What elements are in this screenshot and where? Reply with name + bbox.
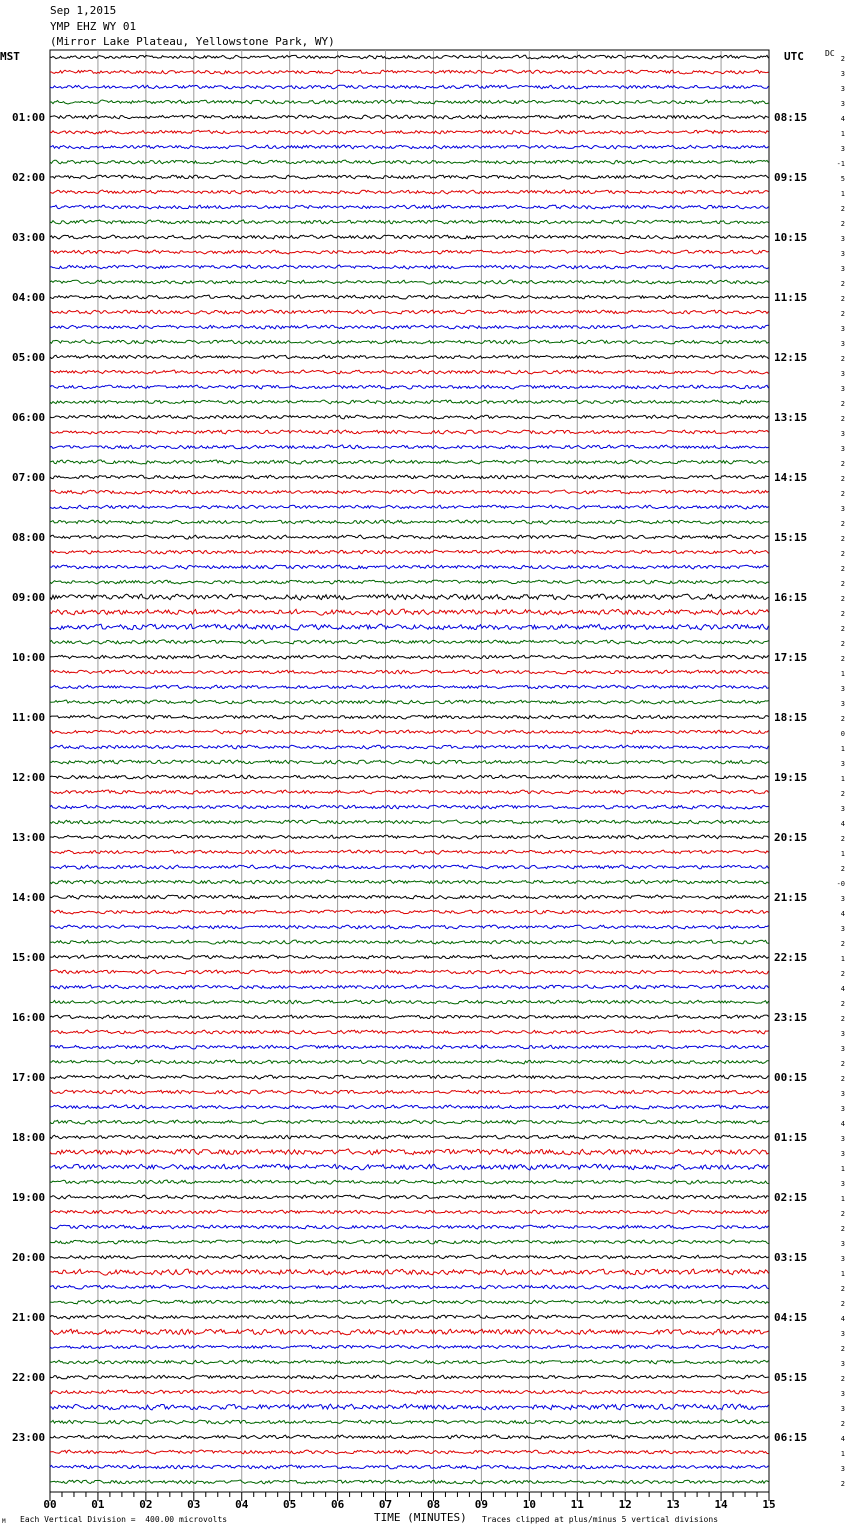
trace-row [50, 490, 769, 494]
dc-offset-value: 1 [840, 1195, 845, 1203]
x-tick-label: 03 [187, 1498, 201, 1511]
dc-offset-value: 2 [840, 970, 845, 978]
trace-row [50, 1360, 769, 1364]
dc-offset-value: 2 [840, 610, 845, 618]
dc-offset-value: 1 [840, 1450, 845, 1458]
x-tick-label: 04 [235, 1498, 249, 1511]
trace-row [50, 925, 769, 929]
trace-row [50, 445, 769, 449]
dc-offset-value: 4 [840, 820, 845, 828]
dc-offset-value: 3 [840, 235, 845, 243]
station-location: (Mirror Lake Plateau, Yellowstone Park, WY) [50, 35, 335, 48]
trace-row [50, 594, 769, 600]
dc-offset-value: 3 [840, 85, 845, 93]
dc-offset-value: 2 [840, 1375, 845, 1383]
dc-offset-value: 3 [840, 925, 845, 933]
dc-offset-value: 2 [840, 520, 845, 528]
x-tick-label: 05 [283, 1498, 297, 1511]
dc-offset-value: 2 [840, 1075, 845, 1083]
trace-row [50, 1120, 769, 1124]
right-hour-label: 16:15 [774, 591, 808, 604]
dc-offset-value: 3 [840, 1465, 845, 1473]
trace-row [50, 955, 769, 959]
trace-row [50, 910, 769, 914]
trace-row [50, 805, 769, 809]
x-tick-label: 08 [426, 1498, 441, 1511]
x-tick-label: 10 [522, 1498, 536, 1511]
dc-offset-value: 1 [840, 775, 845, 783]
dc-offset-value: 1 [840, 670, 845, 678]
dc-offset-value: 2 [840, 475, 845, 483]
trace-row [50, 760, 769, 764]
dc-offset-value: 0 [840, 730, 845, 738]
trace-row [50, 1240, 769, 1244]
trace-row [50, 415, 769, 419]
trace-row [50, 505, 769, 509]
trace-row [50, 250, 769, 254]
dc-offset-value: 2 [840, 1345, 845, 1353]
trace-row [50, 130, 769, 134]
trace-row [50, 235, 769, 239]
trace-row [50, 430, 769, 434]
trace-row [50, 1015, 769, 1019]
right-hour-label: 08:15 [774, 111, 808, 124]
trace-row [50, 1465, 769, 1469]
trace-row [50, 624, 769, 630]
trace-row [50, 730, 769, 734]
trace-row [50, 535, 769, 539]
dc-offset-value: 3 [840, 1405, 845, 1413]
trace-row [50, 880, 769, 884]
dc-offset-value: 3 [840, 895, 845, 903]
dc-offset-value: 2 [840, 1300, 845, 1308]
right-hour-label: 00:15 [774, 1071, 808, 1084]
left-hour-label: 07:00 [12, 471, 46, 484]
x-axis-label: TIME (MINUTES) [374, 1511, 467, 1524]
right-hour-label: 12:15 [774, 351, 808, 364]
dc-offset-value: 3 [840, 1330, 845, 1338]
dc-offset-value: 3 [840, 145, 845, 153]
left-hour-label: 06:00 [12, 411, 46, 424]
dc-offset-value: 3 [840, 100, 845, 108]
right-hour-label: 18:15 [774, 711, 808, 724]
trace-row [50, 670, 769, 674]
x-tick-label: 13 [666, 1498, 680, 1511]
trace-row [50, 1315, 769, 1319]
trace-row [50, 820, 769, 824]
dc-offset-value: 1 [840, 190, 845, 198]
trace-row [50, 985, 769, 989]
trace-row [50, 835, 769, 839]
left-hour-label: 01:00 [12, 111, 46, 124]
trace-row [50, 370, 769, 374]
dc-offset-value: 3 [840, 1135, 845, 1143]
dc-offset-value: 2 [840, 1225, 845, 1233]
dc-offset-value: 3 [840, 505, 845, 513]
trace-row [50, 1329, 769, 1335]
left-hour-label: 09:00 [12, 591, 46, 604]
vertical-division-note: Each Vertical Division = 400.00 microvolts [20, 1515, 228, 1524]
dc-offset-value: 2 [840, 55, 845, 63]
dc-offset-value: 3 [840, 1255, 845, 1263]
right-hour-label: 23:15 [774, 1011, 808, 1024]
dc-offset-value: 5 [840, 175, 845, 183]
dc-offset-value: 2 [840, 865, 845, 873]
right-hour-label: 11:15 [774, 291, 808, 304]
dc-offset-value: 3 [840, 760, 845, 768]
dc-offset-value: 2 [840, 460, 845, 468]
dc-offset-value: 2 [840, 400, 845, 408]
trace-row [50, 1164, 769, 1170]
dc-offset-value: 2 [840, 310, 845, 318]
trace-row [50, 460, 769, 464]
dc-offset-value: 2 [840, 205, 845, 213]
dc-offset-value: 3 [840, 70, 845, 78]
dc-offset-value: -1 [836, 160, 845, 168]
dc-offset-value: 3 [840, 340, 845, 348]
trace-row [50, 475, 769, 479]
dc-offset-value: 3 [840, 1180, 845, 1188]
left-hour-label: 16:00 [12, 1011, 46, 1024]
trace-row [50, 1390, 769, 1394]
dc-offset-value: 1 [840, 850, 845, 858]
left-hour-label: 20:00 [12, 1251, 46, 1264]
right-hour-label: 15:15 [774, 531, 808, 544]
left-hour-label: 15:00 [12, 951, 46, 964]
trace-row [50, 355, 769, 359]
trace-row [50, 895, 769, 899]
right-hour-label: 03:15 [774, 1251, 808, 1264]
right-hour-label: 17:15 [774, 651, 808, 664]
dc-offset-value: 1 [840, 130, 845, 138]
trace-row [50, 940, 769, 944]
dc-offset-value: 2 [840, 1000, 845, 1008]
left-hour-label: 05:00 [12, 351, 46, 364]
trace-row [50, 1480, 769, 1484]
right-hour-label: 05:15 [774, 1371, 808, 1384]
trace-row [50, 85, 769, 89]
dc-offset-value: 3 [840, 1105, 845, 1113]
trace-row [50, 865, 769, 869]
dc-offset-value: 2 [840, 550, 845, 558]
right-hour-label: 13:15 [774, 411, 808, 424]
clip-note: Traces clipped at plus/minus 5 vertical divisions [482, 1515, 719, 1524]
trace-row [50, 775, 769, 779]
right-hour-label: 21:15 [774, 891, 808, 904]
trace-row [50, 1375, 769, 1379]
trace-row [50, 1149, 769, 1155]
dc-offset-value: 2 [840, 940, 845, 948]
trace-row [50, 520, 769, 524]
dc-offset-value: 3 [840, 1360, 845, 1368]
trace-row [50, 1090, 769, 1094]
dc-offset-value: 2 [840, 355, 845, 363]
dc-offset-value: 4 [840, 1120, 845, 1128]
dc-offset-value: 3 [840, 1090, 845, 1098]
dc-offset-value: 3 [840, 1390, 845, 1398]
dc-offset-value: 3 [840, 370, 845, 378]
dc-offset-value: 2 [840, 295, 845, 303]
trace-row [50, 1269, 769, 1275]
trace-row [50, 265, 769, 269]
left-hour-label: 19:00 [12, 1191, 46, 1204]
trace-row [50, 550, 769, 554]
x-tick-label: 12 [618, 1498, 632, 1511]
left-hour-label: 03:00 [12, 231, 46, 244]
left-hour-label: 18:00 [12, 1131, 46, 1144]
dc-offset-value: 3 [840, 265, 845, 273]
trace-row [50, 400, 769, 404]
dc-offset-value: 2 [840, 1285, 845, 1293]
dc-offset-value: 3 [840, 445, 845, 453]
dc-offset-value: 2 [840, 625, 845, 633]
trace-row [50, 685, 769, 689]
dc-offset-value: -0 [836, 880, 845, 888]
x-tick-label: 02 [139, 1498, 153, 1511]
dc-offset-value: 3 [840, 1150, 845, 1158]
dc-offset-value: 3 [840, 805, 845, 813]
trace-row [50, 745, 769, 749]
trace-row [50, 385, 769, 389]
trace-row [50, 640, 769, 644]
trace-row [50, 1195, 769, 1199]
right-hour-label: 09:15 [774, 171, 808, 184]
left-timezone-label: MST [0, 50, 20, 63]
dc-offset-value: 2 [840, 790, 845, 798]
dc-offset-value: 2 [840, 1015, 845, 1023]
dc-offset-value: 2 [840, 280, 845, 288]
right-hour-label: 06:15 [774, 1431, 808, 1444]
left-hour-label: 17:00 [12, 1071, 46, 1084]
right-hour-label: 04:15 [774, 1311, 808, 1324]
right-hour-label: 22:15 [774, 951, 808, 964]
trace-row [50, 220, 769, 224]
dc-offset-value: 3 [840, 385, 845, 393]
trace-row [50, 1210, 769, 1214]
x-tick-label: 01 [91, 1498, 105, 1511]
dc-offset-value: 1 [840, 745, 845, 753]
dc-offset-value: 2 [840, 565, 845, 573]
trace-row [50, 790, 769, 794]
left-hour-label: 02:00 [12, 171, 46, 184]
trace-row [50, 1060, 769, 1064]
dc-offset-value: 2 [840, 535, 845, 543]
trace-row [50, 160, 769, 164]
dc-offset-value: 2 [840, 655, 845, 663]
x-tick-label: 07 [378, 1498, 393, 1511]
left-hour-label: 13:00 [12, 831, 46, 844]
left-hour-label: 08:00 [12, 531, 46, 544]
dc-offset-value: 3 [840, 700, 845, 708]
station-code: YMP EHZ WY 01 [50, 20, 137, 33]
trace-row [50, 1450, 769, 1454]
trace-row [50, 175, 769, 179]
right-hour-label: 10:15 [774, 231, 808, 244]
trace-row [50, 280, 769, 284]
trace-row [50, 1300, 769, 1304]
dc-offset-value: 3 [840, 325, 845, 333]
x-tick-label: 15 [762, 1498, 776, 1511]
trace-row [50, 970, 769, 974]
left-hour-label: 14:00 [12, 891, 46, 904]
dc-offset-value: 2 [840, 490, 845, 498]
trace-row [50, 190, 769, 194]
trace-row [50, 1255, 769, 1259]
right-hour-label: 01:15 [774, 1131, 808, 1144]
trace-row [50, 655, 769, 659]
dc-offset-value: 2 [840, 1210, 845, 1218]
trace-row [50, 295, 769, 299]
trace-row [50, 850, 769, 854]
left-hour-label: 10:00 [12, 651, 46, 664]
dc-offset-value: 4 [840, 910, 845, 918]
right-hour-label: 02:15 [774, 1191, 808, 1204]
dc-offset-value: 4 [840, 985, 845, 993]
dc-offset-value: 3 [840, 685, 845, 693]
trace-row [50, 700, 769, 704]
scale-mark: M [2, 1518, 6, 1525]
dc-offset-value: 3 [840, 250, 845, 258]
dc-offset-value: 2 [840, 220, 845, 228]
right-hour-label: 14:15 [774, 471, 808, 484]
dc-offset-value: 2 [840, 640, 845, 648]
trace-row [50, 115, 769, 119]
right-timezone-label: UTC [784, 50, 804, 63]
trace-row [50, 1000, 769, 1004]
trace-row [50, 1285, 769, 1289]
x-tick-label: 11 [570, 1498, 584, 1511]
trace-row [50, 580, 769, 584]
dc-offset-value: 3 [840, 430, 845, 438]
trace-row [50, 310, 769, 314]
left-hour-label: 04:00 [12, 291, 46, 304]
x-tick-label: 06 [330, 1498, 345, 1511]
left-hour-label: 22:00 [12, 1371, 46, 1384]
dc-offset-value: 1 [840, 1165, 845, 1173]
trace-row [50, 1030, 769, 1034]
x-tick-label: 00 [43, 1498, 57, 1511]
left-hour-label: 11:00 [12, 711, 46, 724]
trace-row [50, 609, 769, 615]
plot-date: Sep 1,2015 [50, 4, 117, 17]
x-tick-label: 09 [474, 1498, 489, 1511]
trace-row [50, 55, 769, 59]
dc-offset-header: DC [825, 49, 835, 58]
trace-row [50, 205, 769, 209]
dc-offset-value: 3 [840, 1240, 845, 1248]
trace-row [50, 1225, 769, 1229]
dc-offset-value: 4 [840, 115, 845, 123]
dc-offset-value: 2 [840, 1480, 845, 1488]
dc-offset-value: 4 [840, 1435, 845, 1443]
left-hour-label: 12:00 [12, 771, 46, 784]
trace-row [50, 715, 769, 719]
dc-offset-value: 2 [840, 715, 845, 723]
trace-row [50, 1045, 769, 1049]
trace-row [50, 1435, 769, 1439]
right-hour-label: 20:15 [774, 831, 808, 844]
left-hour-label: 23:00 [12, 1431, 46, 1444]
dc-offset-value: 2 [840, 595, 845, 603]
trace-row [50, 1404, 769, 1410]
trace-row [50, 1420, 769, 1424]
trace-row [50, 325, 769, 329]
trace-row [50, 70, 769, 74]
trace-row [50, 1180, 769, 1184]
trace-row [50, 1345, 769, 1349]
dc-offset-value: 2 [840, 580, 845, 588]
dc-offset-value: 4 [840, 1315, 845, 1323]
trace-row [50, 1075, 769, 1079]
left-hour-label: 21:00 [12, 1311, 46, 1324]
x-tick-label: 14 [714, 1498, 728, 1511]
trace-row [50, 145, 769, 149]
dc-offset-value: 1 [840, 1270, 845, 1278]
dc-offset-value: 3 [840, 1030, 845, 1038]
dc-offset-value: 1 [840, 955, 845, 963]
dc-offset-value: 2 [840, 835, 845, 843]
trace-row [50, 340, 769, 344]
trace-row [50, 100, 769, 104]
trace-row [50, 1105, 769, 1109]
dc-offset-value: 3 [840, 1045, 845, 1053]
trace-row [50, 1135, 769, 1139]
dc-offset-value: 2 [840, 1060, 845, 1068]
dc-offset-value: 2 [840, 415, 845, 423]
right-hour-label: 19:15 [774, 771, 808, 784]
trace-row [50, 565, 769, 569]
dc-offset-value: 2 [840, 1420, 845, 1428]
